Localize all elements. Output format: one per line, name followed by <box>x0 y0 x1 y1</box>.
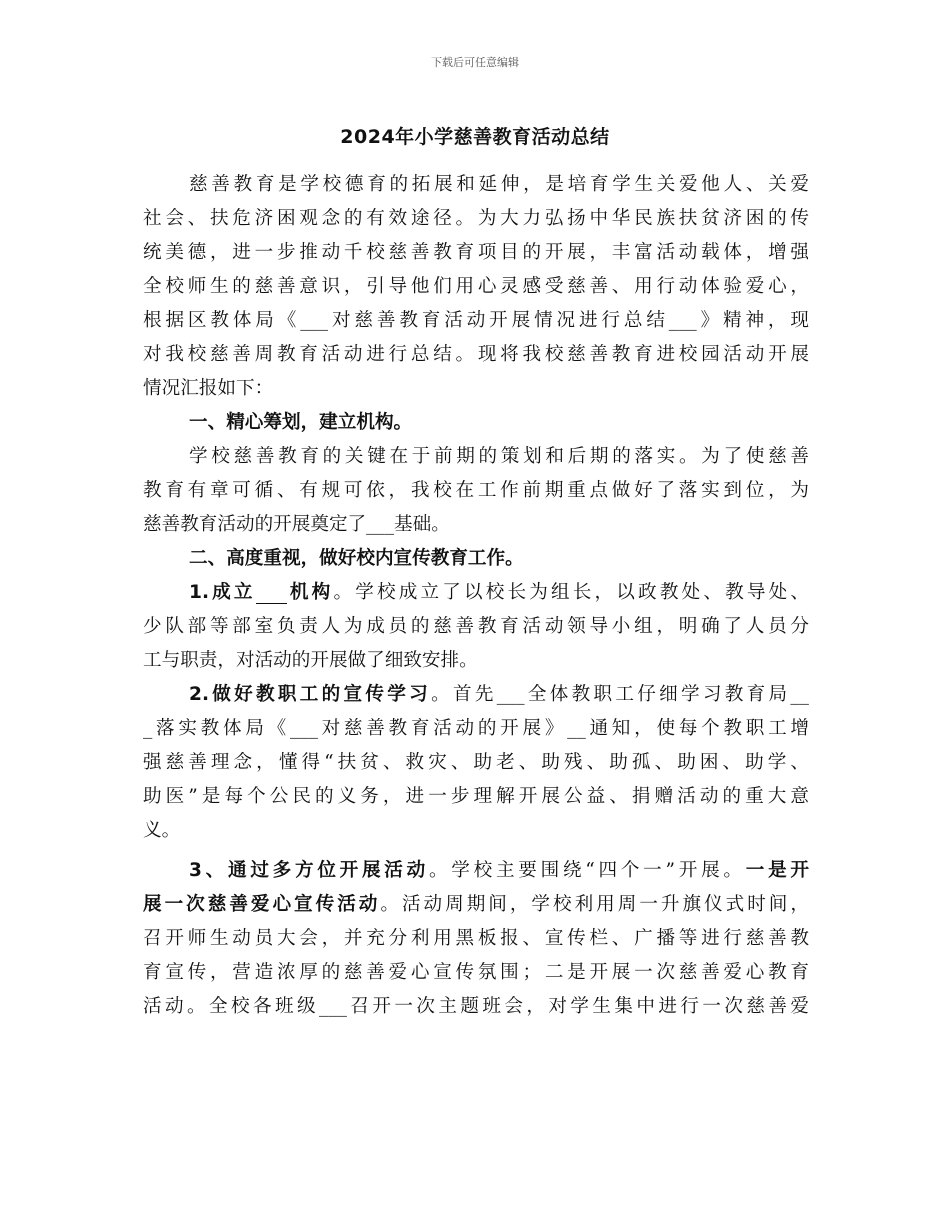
item-heading: 2.做好教职工的宣传学习 <box>189 684 432 705</box>
item-text: 。学校成立了以校长为组长，以政教处、教导处、 <box>333 582 809 603</box>
blank-underline <box>256 582 287 604</box>
paragraph-line: 助医”是每个公民的义务，进一步理解开展公益、捐赠活动的重大意 <box>143 786 809 807</box>
paragraph-line: 强慈善理念，懂得“扶贫、救灾、助老、助残、助孤、助困、助学、 <box>143 752 809 773</box>
header-note: 下载后可任意编辑 <box>431 56 519 69</box>
paragraph-line: 社会、扶危济困观念的有效途径。为大力弘扬中华民族扶贫济困的传 <box>143 208 809 229</box>
paragraph-line: 育宣传，营造浓厚的慈善爱心宣传氛围；二是开展一次慈善爱心教育 <box>143 962 809 983</box>
item-text: 。活动周期间，学校利用周一升旗仪式时间， <box>380 894 809 915</box>
section-heading-1: 一、精心筹划，建立机构。 <box>189 412 413 433</box>
paragraph-line: 根据区教体局《___对慈善教育活动开展情况进行总结___》精神，现 <box>143 310 809 331</box>
item-text: 。学校主要围绕“四个一”开展。 <box>428 860 746 881</box>
paragraph-line <box>143 678 809 712</box>
item-heading: 一是开 <box>745 860 809 881</box>
paragraph-line <box>143 576 809 610</box>
paragraph-line: 学校慈善教育的关键在于前期的策划和后期的落实。为了使慈善 <box>189 446 809 467</box>
paragraph-line <box>143 854 809 888</box>
item-heading: 展一次慈善爱心宣传活动 <box>143 894 381 915</box>
item-heading: 3、通过多方位开展活动 <box>189 860 429 881</box>
item-heading: 1.成立 <box>189 582 256 603</box>
paragraph-line: 活动。全校各班级___召开一次主题班会，对学生集中进行一次慈善爱 <box>143 996 809 1017</box>
document-title: 2024年小学慈善教育活动总结 <box>340 126 610 148</box>
paragraph-line: 全校师生的慈善意识，引导他们用心灵感受慈善、用行动体验爱心， <box>143 276 809 297</box>
document-body <box>143 168 809 1024</box>
paragraph-line: 慈善教育活动的开展奠定了___基础。 <box>143 514 450 535</box>
paragraph-line: 对我校慈善周教育活动进行总结。现将我校慈善教育进校园活动开展 <box>143 344 809 365</box>
item-text: 。首先___全体教职工仔细学习教育局__ <box>431 684 809 705</box>
paragraph-line: 统美德，进一步推动千校慈善教育项目的开展，丰富活动载体，增强 <box>143 242 809 263</box>
paragraph-line: 慈善教育是学校德育的拓展和延伸，是培育学生关爱他人、关爱 <box>189 174 809 195</box>
paragraph-line: 少队部等部室负责人为成员的慈善教育活动领导小组，明确了人员分 <box>143 616 809 637</box>
paragraph-line: 情况汇报如下： <box>143 378 274 399</box>
item-heading: 机构 <box>286 582 334 603</box>
paragraph-line: 教育有章可循、有规可依，我校在工作前期重点做好了落实到位，为 <box>143 480 809 501</box>
paragraph-line: 义。 <box>143 820 181 841</box>
paragraph-line: _落实教体局《___对慈善教育活动的开展》__通知，使每个教职工增 <box>143 718 809 739</box>
section-heading-2: 二、高度重视，做好校内宣传教育工作。 <box>189 548 524 569</box>
paragraph-line <box>143 888 809 922</box>
paragraph-line: 召开师生动员大会，并充分利用黑板报、宣传栏、广播等进行慈善教 <box>143 928 809 949</box>
paragraph-line: 工与职责，对活动的开展做了细致安排。 <box>143 650 478 671</box>
